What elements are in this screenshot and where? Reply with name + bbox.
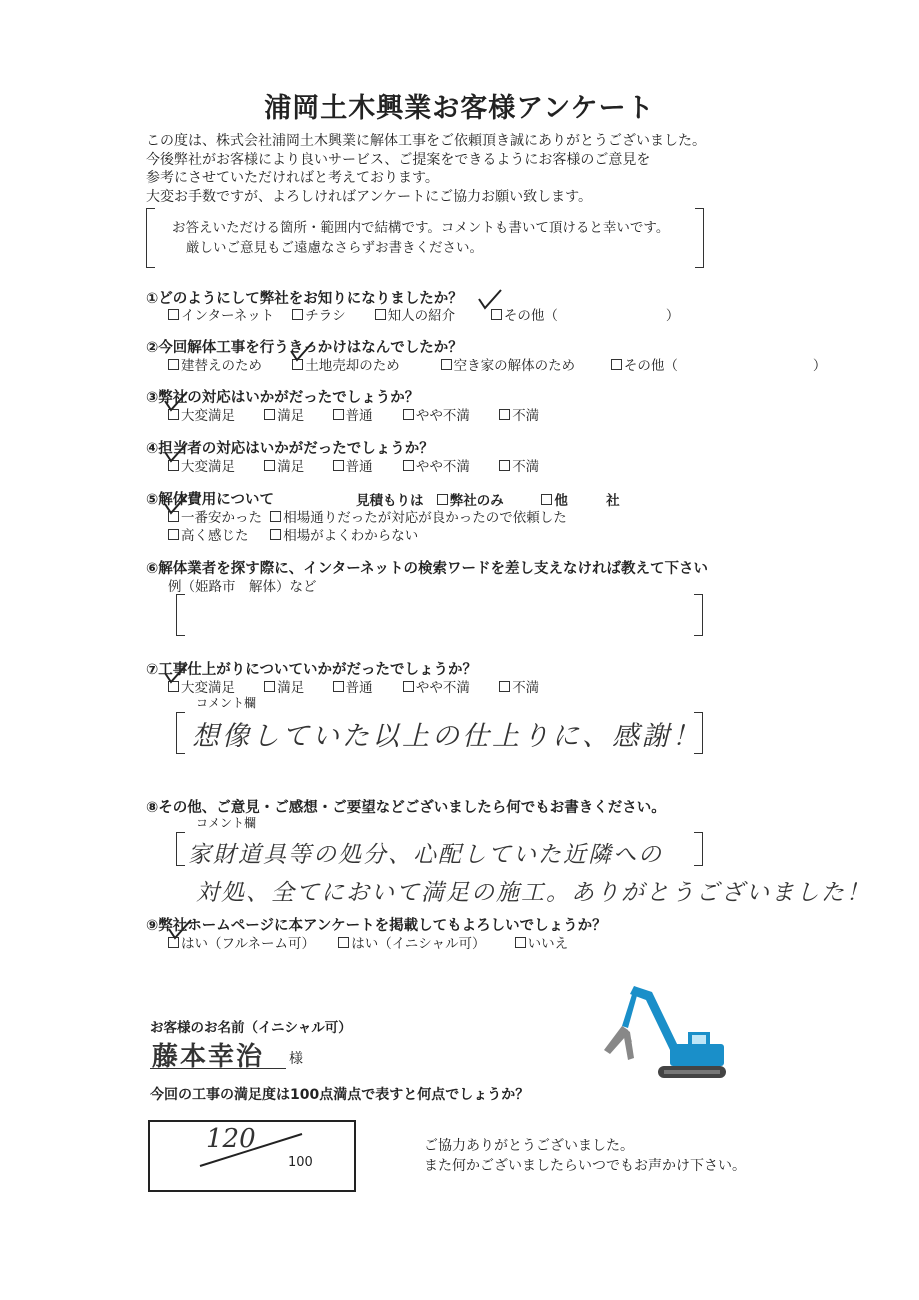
q6-example: 例（姫路市 解体）など (168, 579, 317, 595)
handwritten-comment: 想像していた以上の仕上りに、感謝！ (192, 721, 702, 752)
right-bracket (695, 208, 704, 268)
q1-options (168, 304, 679, 324)
option[interactable]: 大変満足 (168, 404, 260, 424)
page-title: 浦岡土木興業お客様アンケート (264, 93, 655, 124)
question-9: ⑨弊社ホームページに本アンケートを掲載してもよろしいでしょうか？ (146, 918, 607, 934)
honorific: 様 (289, 1051, 303, 1067)
checkbox[interactable] (375, 309, 386, 320)
checkbox[interactable] (403, 681, 414, 692)
question-5: ⑤解体費用について (146, 492, 274, 508)
checkbox[interactable] (264, 460, 275, 471)
intro-text (146, 132, 706, 206)
option[interactable]: はい（イニシャル可） (338, 932, 510, 952)
checkbox[interactable] (333, 409, 344, 420)
checkbox[interactable] (338, 937, 349, 948)
checkbox[interactable] (264, 409, 275, 420)
option[interactable]: やや不満 (403, 455, 495, 475)
option[interactable]: 満足 (264, 404, 328, 424)
option[interactable]: 不満 (499, 404, 539, 424)
closing-line: また何かございましたらいつでもお声かけ下さい。 (424, 1158, 746, 1174)
note-box (146, 208, 704, 268)
checkbox[interactable] (541, 494, 552, 505)
option[interactable]: 相場通りだったが対応が良かったので依頼した (270, 506, 567, 526)
option[interactable]: 普通 (333, 455, 399, 475)
checkbox[interactable] (403, 460, 414, 471)
q5-options-row1 (168, 506, 567, 526)
search-word-field[interactable] (176, 594, 703, 636)
checkbox[interactable] (441, 359, 452, 370)
checkbox[interactable] (437, 494, 448, 505)
option[interactable]: 一番安かった (168, 506, 266, 526)
handwritten-comment: 対処、全てにおいて満足の施工。ありがとうございました！ (196, 880, 871, 906)
option[interactable]: やや不満 (403, 676, 495, 696)
option[interactable]: 大変満足 (168, 455, 260, 475)
option[interactable]: 大変満足 (168, 676, 260, 696)
option[interactable]: やや不満 (403, 404, 495, 424)
question-3: ③弊社の対応はいかがだったでしょうか？ (146, 390, 420, 406)
excavator-icon (592, 980, 732, 1082)
option[interactable]: 不満 (499, 455, 539, 475)
checkbox[interactable] (333, 460, 344, 471)
checkbox[interactable] (333, 681, 344, 692)
comment-label: コメント欄 (196, 816, 257, 830)
checkbox[interactable] (270, 529, 281, 540)
option[interactable]: 普通 (333, 676, 399, 696)
option[interactable]: その他（ ） (491, 304, 680, 324)
score-denominator: 100 (288, 1155, 313, 1170)
handwritten-score: 120 (206, 1124, 256, 1154)
option[interactable]: 高く感じた (168, 524, 266, 544)
question-6: ⑥解体業者を探す際に、インターネットの検索ワードを差し支えなければ教えて下さい (146, 561, 708, 577)
option[interactable]: 建替えのため (168, 354, 288, 374)
left-bracket (176, 832, 185, 866)
option[interactable]: チラシ (292, 304, 370, 324)
handwritten-name: 藤本幸治 (152, 1042, 265, 1072)
closing-message (424, 1136, 746, 1176)
checkbox[interactable] (499, 409, 510, 420)
left-bracket (146, 208, 155, 268)
question-1: ①どのようにして弊社をお知りになりましたか？ (146, 291, 463, 307)
left-bracket (176, 712, 185, 754)
question-7: ⑦工事仕上がりについていかがだったでしょうか？ (146, 662, 477, 678)
check-mark-icon (288, 340, 316, 362)
checkbox[interactable] (292, 309, 303, 320)
intro-line: 大変お手数ですが、よろしければアンケートにご協力お願い致します。 (146, 188, 593, 205)
q3-options (168, 404, 539, 424)
note-line: お答えいただける箇所・範囲内で結構です。コメントも書いて頂けると幸いです。 (172, 220, 670, 236)
comment-label: コメント欄 (196, 696, 257, 710)
checkbox[interactable] (515, 937, 526, 948)
question-8: ⑧その他、ご意見・ご感想・ご要望などございましたら何でもお書きください。 (146, 800, 666, 816)
intro-line: この度は、株式会社浦岡土木興業に解体工事をご依頼頂き誠にありがとうございました。 (146, 133, 706, 149)
right-bracket (694, 594, 703, 636)
q9-options (168, 932, 568, 952)
check-mark-icon (162, 390, 190, 412)
checkbox[interactable] (270, 511, 281, 522)
option[interactable]: インターネット (168, 304, 288, 324)
estimate-suffix: 社 (606, 493, 620, 509)
question-2: ②今回解体工事を行うきっかけはなんでしたか？ (146, 340, 463, 356)
comment-field[interactable] (176, 832, 703, 866)
option[interactable]: 他 (541, 489, 601, 509)
check-mark-icon (162, 662, 190, 684)
check-mark-icon (162, 441, 190, 463)
q2-options (168, 354, 826, 374)
option[interactable]: 満足 (264, 455, 328, 475)
check-mark-icon (476, 288, 504, 310)
checkbox[interactable] (499, 460, 510, 471)
checkbox[interactable] (403, 409, 414, 420)
name-label: お客様のお名前（イニシャル可） (150, 1020, 352, 1036)
note-line: 厳しいご意見もご遠慮なさらずお書きください。 (186, 240, 483, 256)
checkbox[interactable] (499, 681, 510, 692)
option[interactable]: 空き家の解体のため (441, 354, 607, 374)
checkbox[interactable] (264, 681, 275, 692)
intro-line: 参考にさせていただければと考えております。 (146, 170, 439, 186)
option[interactable]: 普通 (333, 404, 399, 424)
option[interactable]: その他（ ） (611, 354, 827, 374)
checkbox[interactable] (491, 309, 502, 320)
name-underline (150, 1068, 286, 1069)
option[interactable]: 土地売却のため (292, 354, 436, 374)
score-question: 今回の工事の満足度は100点満点で表すと何点でしょうか？ (150, 1087, 530, 1103)
q7-options (168, 676, 539, 696)
option[interactable]: 知人の紹介 (375, 304, 487, 324)
right-bracket (694, 832, 703, 866)
check-mark-icon (162, 493, 190, 515)
option[interactable]: いいえ (515, 932, 569, 952)
option[interactable]: 相場がよくわからない (270, 524, 418, 544)
checkbox[interactable] (168, 359, 179, 370)
check-mark-icon (166, 918, 194, 940)
q4-options (168, 455, 539, 475)
option[interactable]: 弊社のみ (437, 489, 537, 509)
option[interactable]: はい（フルネーム可） (168, 932, 334, 952)
checkbox[interactable] (611, 359, 622, 370)
question-4: ④担当者の対応はいかがだったでしょうか？ (146, 441, 434, 457)
checkbox[interactable] (168, 529, 179, 540)
handwritten-comment: 家財道具等の処分、心配していた近隣への (188, 842, 663, 868)
left-bracket (176, 594, 185, 636)
q5-options-row2 (168, 524, 418, 544)
checkbox[interactable] (168, 309, 179, 320)
option[interactable]: 不満 (499, 676, 539, 696)
option[interactable]: 満足 (264, 676, 328, 696)
comment-field[interactable] (176, 712, 703, 754)
closing-line: ご協力ありがとうございました。 (424, 1138, 634, 1154)
intro-line: 今後弊社がお客様により良いサービス、ご提案をできるようにお客様のご意見を (146, 151, 651, 168)
estimate-label: 見積もりは (356, 493, 424, 509)
